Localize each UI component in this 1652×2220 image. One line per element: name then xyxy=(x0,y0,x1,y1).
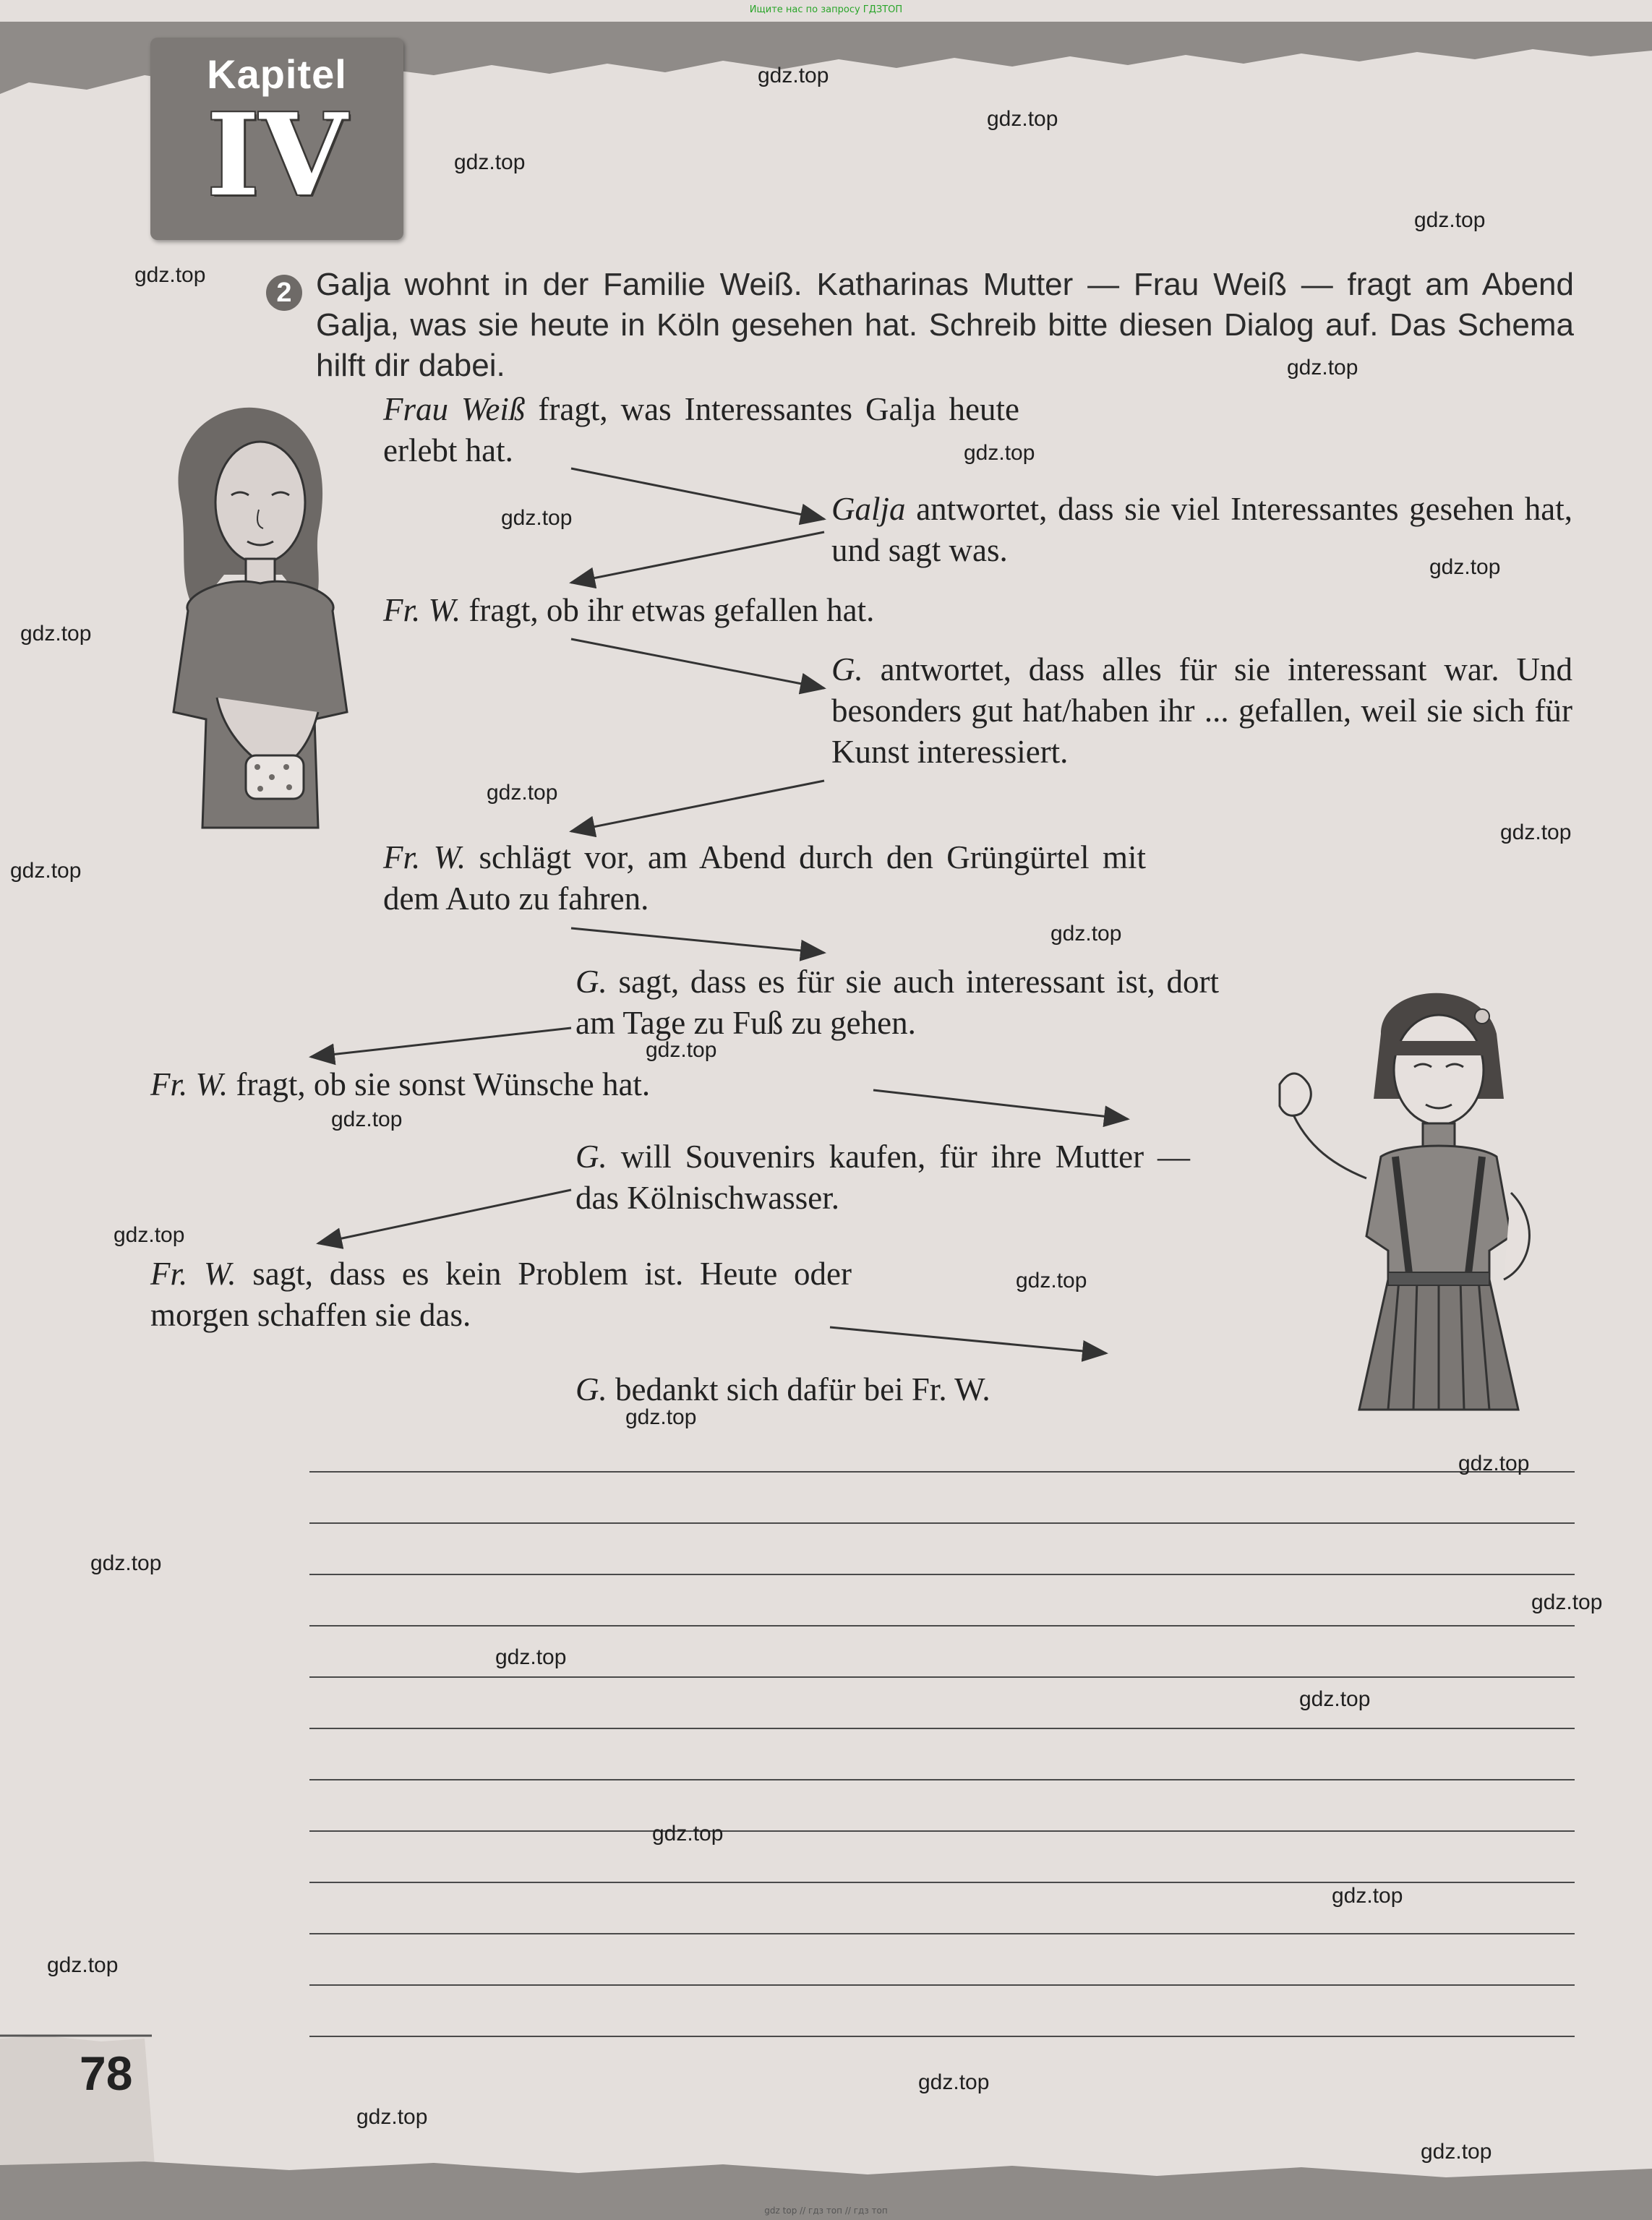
watermark: gdz.top xyxy=(20,622,92,646)
watermark: gdz.top xyxy=(495,1645,567,1669)
watermark: gdz.top xyxy=(1414,208,1486,232)
step-text: fragt, was Interessantes Galja heute erlebt hat. xyxy=(383,391,1019,468)
chapter-number: IV xyxy=(206,89,347,221)
step-speaker: Fr. W. xyxy=(383,839,466,875)
step-text: bedankt sich dafür bei Fr. W. xyxy=(607,1371,990,1407)
watermark: gdz.top xyxy=(134,263,206,287)
step-text: antwortet, dass alles für sie interessant war. Und besonders gut hat/haben ihr ... gefallen, weil sie sich für Kunst interessiert. xyxy=(831,651,1572,770)
step-speaker: Galja xyxy=(831,491,906,527)
answer-line[interactable] xyxy=(309,1625,1575,1627)
watermark: gdz.top xyxy=(1050,922,1122,946)
step-speaker: Frau Weiß xyxy=(383,391,526,427)
step-text: will Souvenirs kaufen, für ihre Mutter — das Kölnischwasser. xyxy=(575,1139,1190,1216)
watermark: gdz.top xyxy=(47,1953,119,1977)
answer-line[interactable] xyxy=(309,1522,1575,1524)
watermark: gdz.top xyxy=(487,781,558,805)
step-text: fragt, ob sie sonst Wünsche hat. xyxy=(228,1066,651,1102)
chapter-word: Kapitel xyxy=(207,51,347,97)
watermark: gdz.top xyxy=(114,1223,185,1247)
watermark: gdz.top xyxy=(90,1551,162,1575)
watermark: gdz.top xyxy=(1429,555,1501,579)
watermark: gdz.top xyxy=(331,1107,403,1131)
scheme-arrow xyxy=(318,1190,571,1243)
scheme-arrow xyxy=(571,639,824,688)
step-speaker: G. xyxy=(575,1371,607,1407)
watermark: gdz.top xyxy=(1458,1452,1530,1475)
scheme-arrow xyxy=(311,1028,571,1057)
step-text: sagt, dass es kein Problem ist. Heute oder morgen schaffen sie das. xyxy=(150,1256,852,1333)
step-speaker: Fr. W. xyxy=(383,592,461,628)
answer-line[interactable] xyxy=(309,1830,1575,1832)
scheme-arrow xyxy=(830,1327,1106,1353)
top-search-note: Ищите нас по запросу ГДЗТОП xyxy=(749,4,903,15)
watermark: gdz.top xyxy=(652,1822,724,1846)
watermark: gdz.top xyxy=(964,441,1035,465)
scheme-arrow xyxy=(571,468,824,519)
step-speaker: G. xyxy=(575,1139,607,1175)
watermark: gdz.top xyxy=(1332,1884,1403,1908)
watermark: gdz.top xyxy=(1421,2140,1492,2164)
step-speaker: Fr. W. xyxy=(150,1256,236,1292)
watermark: gdz.top xyxy=(10,859,82,883)
watermark: gdz.top xyxy=(1016,1269,1087,1293)
answer-line[interactable] xyxy=(309,1779,1575,1780)
galja-illustration xyxy=(1272,976,1576,1424)
watermark: gdz.top xyxy=(758,64,829,87)
watermark: gdz.top xyxy=(1299,1687,1371,1711)
watermark: gdz.top xyxy=(454,150,526,174)
bottom-note: gdz top // гдз топ // гдз топ xyxy=(764,2206,888,2216)
step-text: antwortet, dass sie viel Interessantes gesehen hat, und sagt was. xyxy=(831,491,1572,568)
scheme-arrow xyxy=(571,928,824,953)
watermark: gdz.top xyxy=(501,506,573,530)
answer-line[interactable] xyxy=(309,1882,1575,1883)
frau-weiss-illustration xyxy=(137,394,383,857)
watermark: gdz.top xyxy=(1531,1590,1603,1614)
step-text: fragt, ob ihr etwas gefallen hat. xyxy=(461,592,875,628)
scheme-arrow xyxy=(571,532,824,583)
step-text: schlägt vor, am Abend durch den Grüngürtel mit dem Auto zu fahren. xyxy=(383,839,1146,917)
answer-line[interactable] xyxy=(309,1574,1575,1575)
step-speaker: Fr. W. xyxy=(150,1066,228,1102)
task-instruction: Galja wohnt in der Familie Weiß. Katharinas Mutter — Frau Weiß — fragt am Abend Galja, was sie heute in Köln gesehen hat. Schreib bitte diesen Dialog auf. Das Schema hilft dir dabei. xyxy=(316,267,1574,383)
step-speaker: G. xyxy=(575,964,607,1000)
answer-line[interactable] xyxy=(309,1728,1575,1729)
step-text: sagt, dass es für sie auch interessant ist, dort am Tage zu Fuß zu gehen. xyxy=(575,964,1219,1041)
watermark: gdz.top xyxy=(1500,820,1572,844)
page-number: 78 xyxy=(80,2047,133,2100)
page-footer-band xyxy=(0,2010,1652,2220)
answer-line[interactable] xyxy=(309,1676,1575,1678)
watermark: gdz.top xyxy=(918,2070,990,2094)
watermark: gdz.top xyxy=(987,107,1058,131)
answer-line[interactable] xyxy=(309,1933,1575,1934)
watermark: gdz.top xyxy=(625,1405,697,1429)
chapter-badge xyxy=(150,38,403,240)
task-number-badge: 2 xyxy=(266,275,302,311)
scheme-arrow xyxy=(571,781,824,831)
answer-line[interactable] xyxy=(309,1471,1575,1473)
watermark: gdz.top xyxy=(356,2105,428,2129)
answer-line[interactable] xyxy=(309,1984,1575,1986)
scheme-arrow xyxy=(873,1090,1128,1119)
step-speaker: G. xyxy=(831,651,863,687)
watermark: gdz.top xyxy=(646,1038,717,1062)
watermark: gdz.top xyxy=(1287,356,1358,380)
